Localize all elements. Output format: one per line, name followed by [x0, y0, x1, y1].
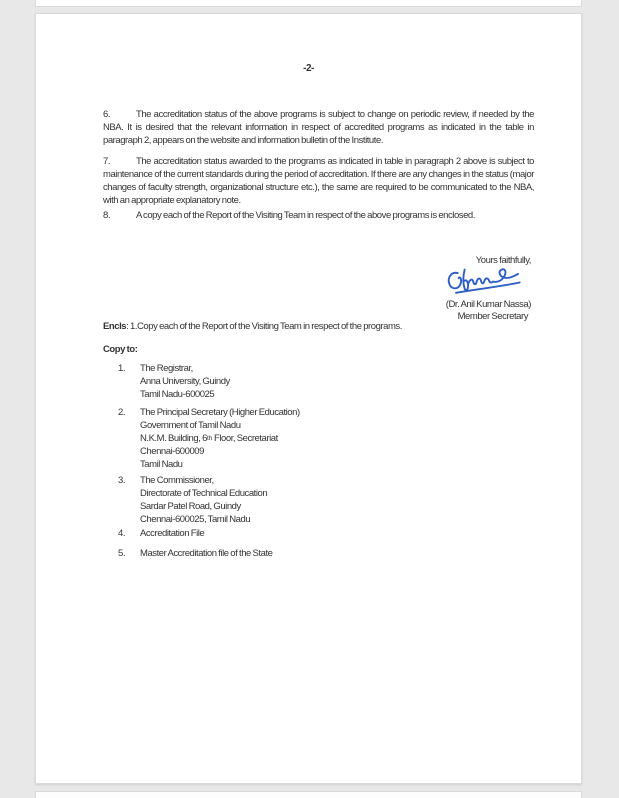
- address-line: The Registrar,: [140, 363, 193, 374]
- address-line: Chennai-600009: [140, 446, 204, 457]
- next-page-top-edge: [35, 791, 582, 798]
- paragraph-8-text: A copy each of the Report of the Visiting Team in respect of the above programs is enclosed.: [136, 210, 475, 221]
- paragraph-8: [103, 209, 534, 222]
- address-line: [140, 432, 300, 445]
- copy-to-item-2-address: [140, 406, 300, 471]
- previous-page-bottom-edge: [35, 0, 582, 7]
- address-line: Directorate of Technical Education: [140, 488, 268, 499]
- paragraph-7-text: The accreditation status awarded to the programs as indicated in table in paragraph 2 above is subject to maintenance of the current standards during the period of accreditation. If there are any changes in the status (major changes of faculty strength, organizational structure etc.), the same are required to be communicated to the NBA, with an appropriate explanatory note.: [103, 156, 534, 206]
- copy-to-item-3: [118, 474, 267, 526]
- address-line: Sardar Patel Road, Guindy: [140, 501, 241, 512]
- address-line: Chennai-600025, Tamil Nadu: [140, 514, 251, 525]
- address-line: Government of Tamil Nadu: [140, 420, 241, 431]
- address-line: Tamil Nadu: [140, 459, 183, 470]
- address-line-part: N.K.M. Building, 6: [140, 433, 207, 444]
- address-line: The Principal Secretary (Higher Education): [140, 407, 300, 418]
- paragraph-8-number: 8.: [103, 210, 111, 221]
- copy-to-item-4-number: 4.: [118, 528, 126, 539]
- copy-to-item-4-text: [140, 527, 204, 540]
- paragraph-7-number: 7.: [103, 156, 111, 167]
- paragraph-6: [103, 108, 534, 147]
- copy-to-item-5-text: [140, 547, 272, 560]
- address-line: Tamil Nadu-600025: [140, 389, 215, 400]
- copy-to-item-5: [118, 547, 272, 560]
- signatory-title: Member Secretary: [457, 311, 528, 322]
- address-line-part: Floor, Secretariat: [212, 433, 278, 444]
- signatory-name: (Dr. Anil Kumar Nassa): [445, 299, 531, 310]
- address-line: Anna University, Guindy: [140, 376, 230, 387]
- address-line: The Commissioner,: [140, 475, 214, 486]
- valediction: Yours faithfully,: [475, 255, 531, 266]
- paragraph-6-number: 6.: [103, 109, 111, 120]
- address-line: Accreditation File: [140, 528, 205, 539]
- copy-to-item-1-number: 1.: [118, 363, 126, 374]
- copy-to-item-3-address: [140, 474, 267, 526]
- paragraph-7: [103, 155, 534, 207]
- enclosure-text: : 1.Copy each of the Report of the Visiting Team in respect of the programs.: [126, 321, 402, 332]
- address-line: Master Accreditation file of the State: [140, 548, 273, 559]
- copy-to-item-3-number: 3.: [118, 475, 126, 486]
- copy-to-item-4: [118, 527, 204, 540]
- signature-icon: [444, 264, 530, 301]
- copy-to-item-1-address: [140, 362, 230, 401]
- copy-to-item-2: [118, 406, 300, 471]
- copy-to-item-1: [118, 362, 230, 401]
- copy-to-item-2-number: 2.: [118, 407, 126, 418]
- ordinal-superscript: th: [206, 435, 213, 442]
- enclosure-line: [103, 320, 402, 333]
- copy-to-heading: Copy to:: [103, 344, 138, 355]
- page-number: -2-: [303, 63, 314, 74]
- paragraph-6-text: The accreditation status of the above programs is subject to change on periodic review, if needed by the NBA. It is desired that the relevant information in respect of accredited programs as indicated in the table in paragraph 2, appears on the website and information bulletin of the Institute.: [103, 109, 534, 146]
- enclosure-label: Encls: [103, 321, 127, 332]
- letter-page: [35, 13, 582, 784]
- copy-to-item-5-number: 5.: [118, 548, 126, 559]
